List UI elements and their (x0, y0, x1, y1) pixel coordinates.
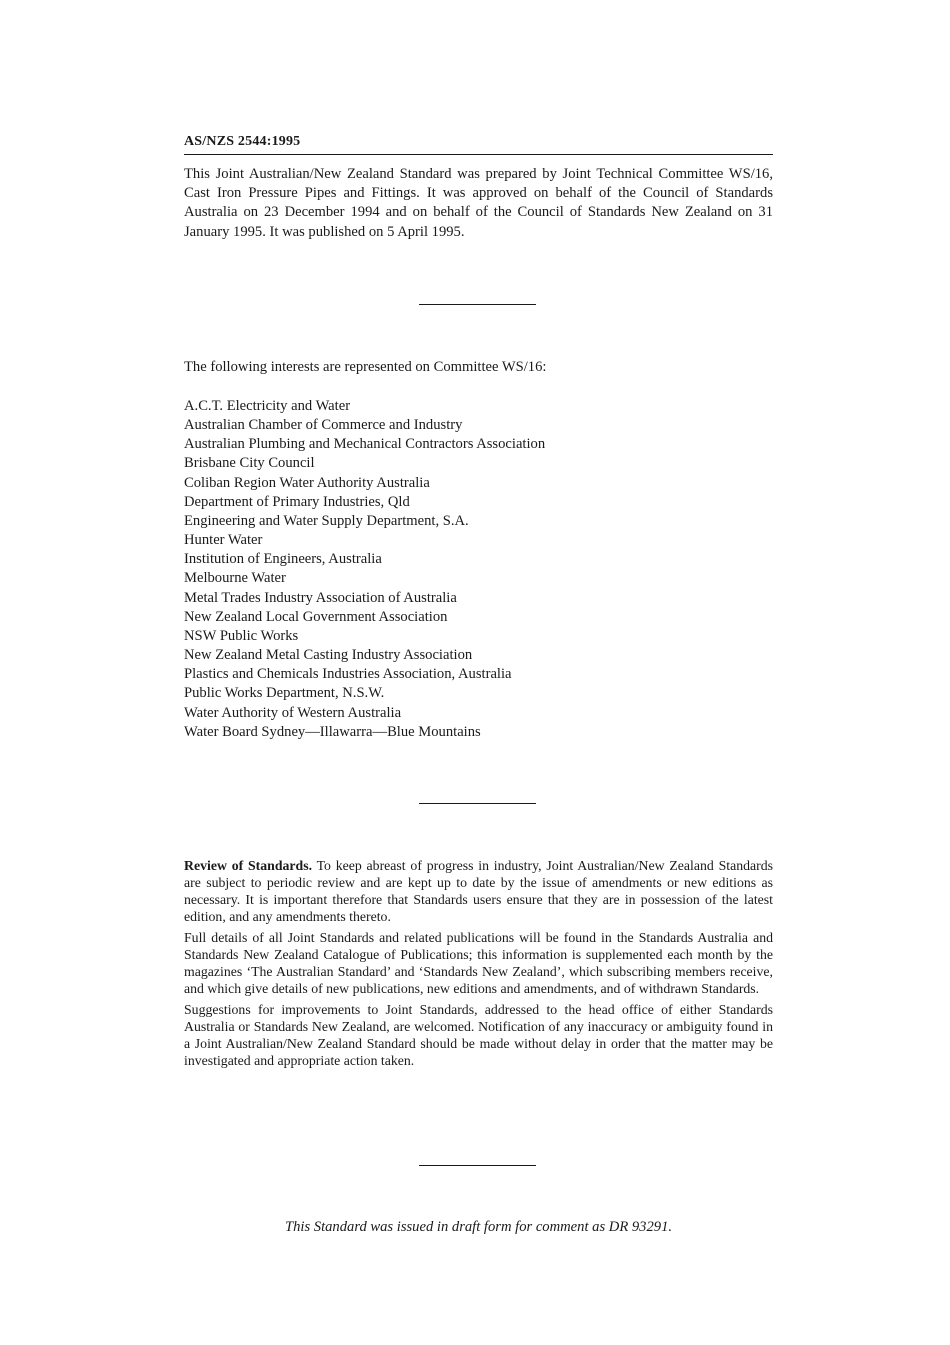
committee-interest-item: Coliban Region Water Authority Australia (184, 474, 430, 491)
committee-interests-list (184, 397, 545, 742)
review-paragraph-1 (184, 857, 773, 925)
review-paragraph-3: Suggestions for improvements to Joint Standards, addressed to the head office of either Standards Australia or Standards New Zealand, are welcomed. Notification of any inaccuracy or ambiguity found in a Joint Australian/New Zealand Standard should be made without delay in order that the matter may be investigated and appropriate action taken. (184, 1002, 773, 1068)
committee-intro: The following interests are represented on Committee WS/16: (184, 359, 547, 375)
section-separator (419, 1165, 536, 1166)
committee-interest-item: New Zealand Metal Casting Industry Association (184, 647, 473, 664)
committee-interest-item: A.C.T. Electricity and Water (184, 398, 351, 414)
draft-note: This Standard was issued in draft form for comment as DR 93291. (284, 1219, 673, 1235)
committee-interest-item: NSW Public Works (184, 627, 299, 644)
committee-interest-item: Public Works Department, N.S.W. (184, 685, 385, 702)
committee-interest-item: Water Authority of Western Australia (184, 704, 402, 721)
committee-interest-item: Plastics and Chemicals Industries Association, Australia (184, 666, 512, 683)
section-separator (419, 304, 536, 305)
committee-interest-item: Australian Chamber of Commerce and Industry (184, 417, 463, 434)
review-paragraph-1-text: To keep abreast of progress in industry, Joint Australian/New Zealand Standards are subject to periodic review and are kept up to date by the issue of amendments or new editions as necessary. It is important therefore that Standards users ensure that they are in possession of the latest edition, and any amendments thereto. (184, 858, 773, 924)
section-separator (419, 803, 536, 804)
preparation-paragraph: This Joint Australian/New Zealand Standard was prepared by Joint Technical Committee WS/16, Cast Iron Pressure Pipes and Fittings. It was approved on behalf of the Council of Standards Australia on 23 December 1994 and on behalf of the Council of Standards New Zealand on 31 January 1995. It was published on 5 April 1995. (184, 166, 773, 240)
committee-interest-item: Melbourne Water (184, 570, 286, 587)
committee-interest-item: Metal Trades Industry Association of Australia (184, 589, 457, 606)
review-paragraph-2: Full details of all Joint Standards and related publications will be found in the Standards Australia and Standards New Zealand Catalogue of Publications; this information is supplemented each month by the magazines ‘The Australian Standard’ and ‘Standards New Zealand’, which subscribing members receive, and which give details of new publications, new editions and amendments, and of withdrawn Standards. (184, 930, 773, 996)
document-id: AS/NZS 2544:1995 (184, 134, 301, 149)
committee-interest-item: Water Board Sydney—Illawarra—Blue Mountains (184, 723, 481, 740)
committee-interest-item: Engineering and Water Supply Department, S.A. (184, 512, 469, 529)
committee-interest-item: Brisbane City Council (184, 455, 315, 472)
committee-interest-item: Department of Primary Industries, Qld (184, 493, 410, 510)
review-heading: Review of Standards. (184, 858, 313, 873)
review-of-standards-section (184, 857, 773, 1073)
committee-interest-item: Hunter Water (184, 532, 263, 549)
committee-interest-item: Australian Plumbing and Mechanical Contractors Association (184, 436, 546, 453)
committee-interest-item: New Zealand Local Government Association (184, 608, 448, 625)
committee-interest-item: Institution of Engineers, Australia (184, 551, 382, 568)
header-rule (184, 154, 773, 155)
